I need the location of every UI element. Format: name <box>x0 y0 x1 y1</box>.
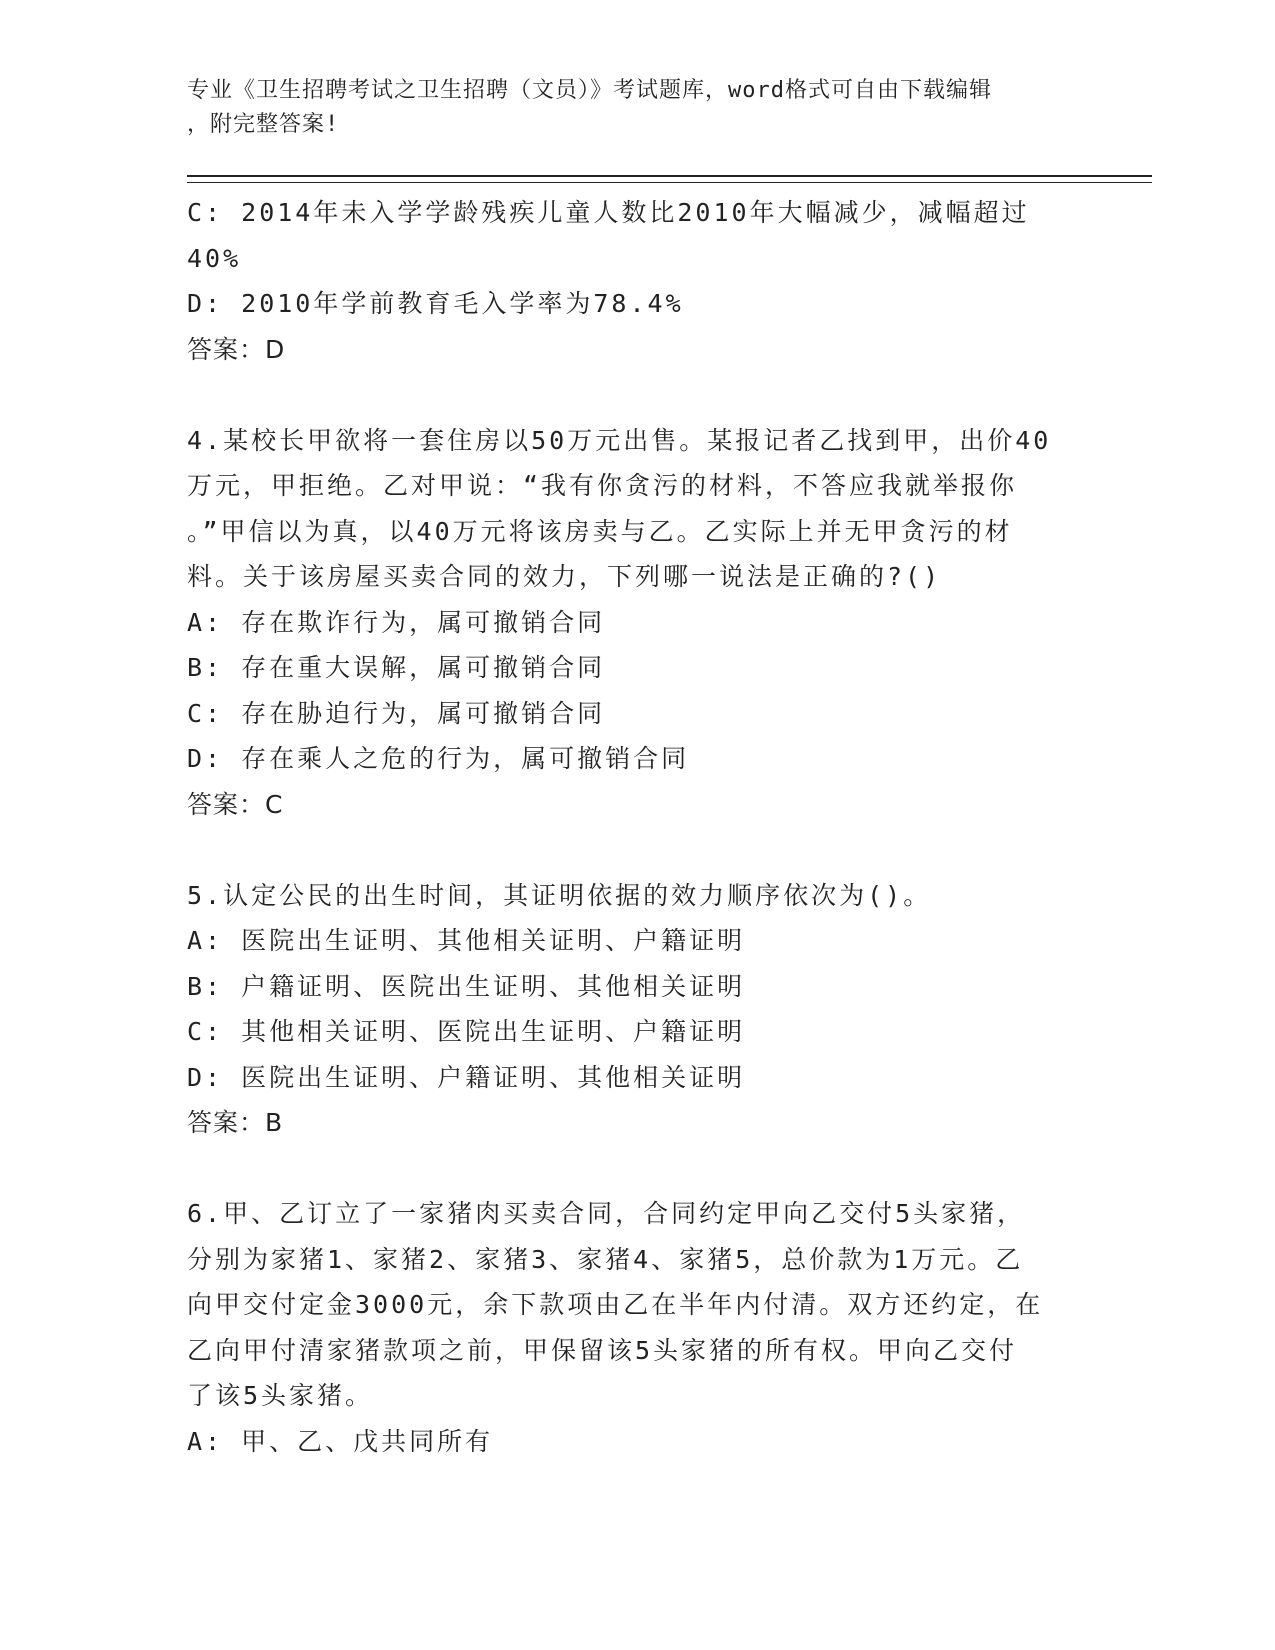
question-3-tail <box>187 190 1087 372</box>
question-stem-line: 。”甲信以为真，以40万元将该房卖与乙。乙实际上并无甲贪污的材 <box>187 516 1013 546</box>
spacer <box>187 372 1087 418</box>
question-stem-line: 万元，甲拒绝。乙对甲说：“我有你贪污的材料，不答应我就举报你 <box>187 471 1018 500</box>
question-stem-line: 了该5头家猪。 <box>187 1381 374 1410</box>
option-c: C: 2014年未入学学龄残疾儿童人数比2010年大幅减少，减幅超过 <box>187 198 1030 227</box>
question-stem-line: 向甲交付定金3000元，余下款项由乙在半年内付清。双方还约定，在 <box>187 1290 1044 1319</box>
option-a: A: 甲、乙、戊共同所有 <box>187 1426 494 1456</box>
question-stem-line: 分别为家猪1、家猪2、家猪3、家猪4、家猪5，总价款为1万元。乙 <box>187 1244 1024 1274</box>
question-stem-line: 料。关于该房屋买卖合同的效力，下列哪一说法是正确的?() <box>187 562 942 591</box>
document-header <box>187 74 1077 142</box>
question-stem-line: 4.某校长甲欲将一套住房以50万元出售。某报记者乙找到甲，出价40 <box>187 425 1052 455</box>
question-stem-line: 5.认定公民的出生时间，其证明依据的效力顺序依次为()。 <box>187 880 932 910</box>
option-c: C: 存在胁迫行为，属可撤销合同 <box>187 698 606 728</box>
option-d: D: 医院出生证明、户籍证明、其他相关证明 <box>187 1062 746 1092</box>
answer-line: 答案：D <box>187 334 286 364</box>
header-rule-thin <box>187 182 1152 183</box>
option-a: A: 医院出生证明、其他相关证明、户籍证明 <box>187 926 746 955</box>
option-a: A: 存在欺诈行为，属可撤销合同 <box>187 607 606 637</box>
question-content <box>187 190 1087 1464</box>
option-d: D: 2010年学前教育毛入学率为78.4% <box>187 289 684 318</box>
header-line-2: ，附完整答案! <box>187 112 340 137</box>
answer-line: 答案：B <box>187 1108 284 1137</box>
question-stem-line: 乙向甲付清家猪款项之前，甲保留该5头家猪的所有权。甲向乙交付 <box>187 1335 1018 1365</box>
question-stem-line: 6.甲、乙订立了一家猪肉买卖合同，合同约定甲向乙交付5头家猪， <box>187 1199 1026 1228</box>
spacer <box>187 827 1087 873</box>
option-d: D: 存在乘人之危的行为，属可撤销合同 <box>187 744 690 773</box>
question-5 <box>187 873 1087 1146</box>
option-c-continued: 40% <box>187 243 242 273</box>
option-b: B: 存在重大误解，属可撤销合同 <box>187 653 606 682</box>
question-6 <box>187 1191 1087 1464</box>
header-rule-thick <box>187 175 1152 177</box>
option-b: B: 户籍证明、医院出生证明、其他相关证明 <box>187 971 746 1001</box>
header-line-1: 专业《卫生招聘考试之卫生招聘（文员）》考试题库，word格式可自由下载编辑 <box>187 78 992 103</box>
spacer <box>187 1146 1087 1192</box>
option-c: C: 其他相关证明、医院出生证明、户籍证明 <box>187 1017 746 1046</box>
answer-line: 答案：C <box>187 789 284 819</box>
question-4 <box>187 418 1087 828</box>
